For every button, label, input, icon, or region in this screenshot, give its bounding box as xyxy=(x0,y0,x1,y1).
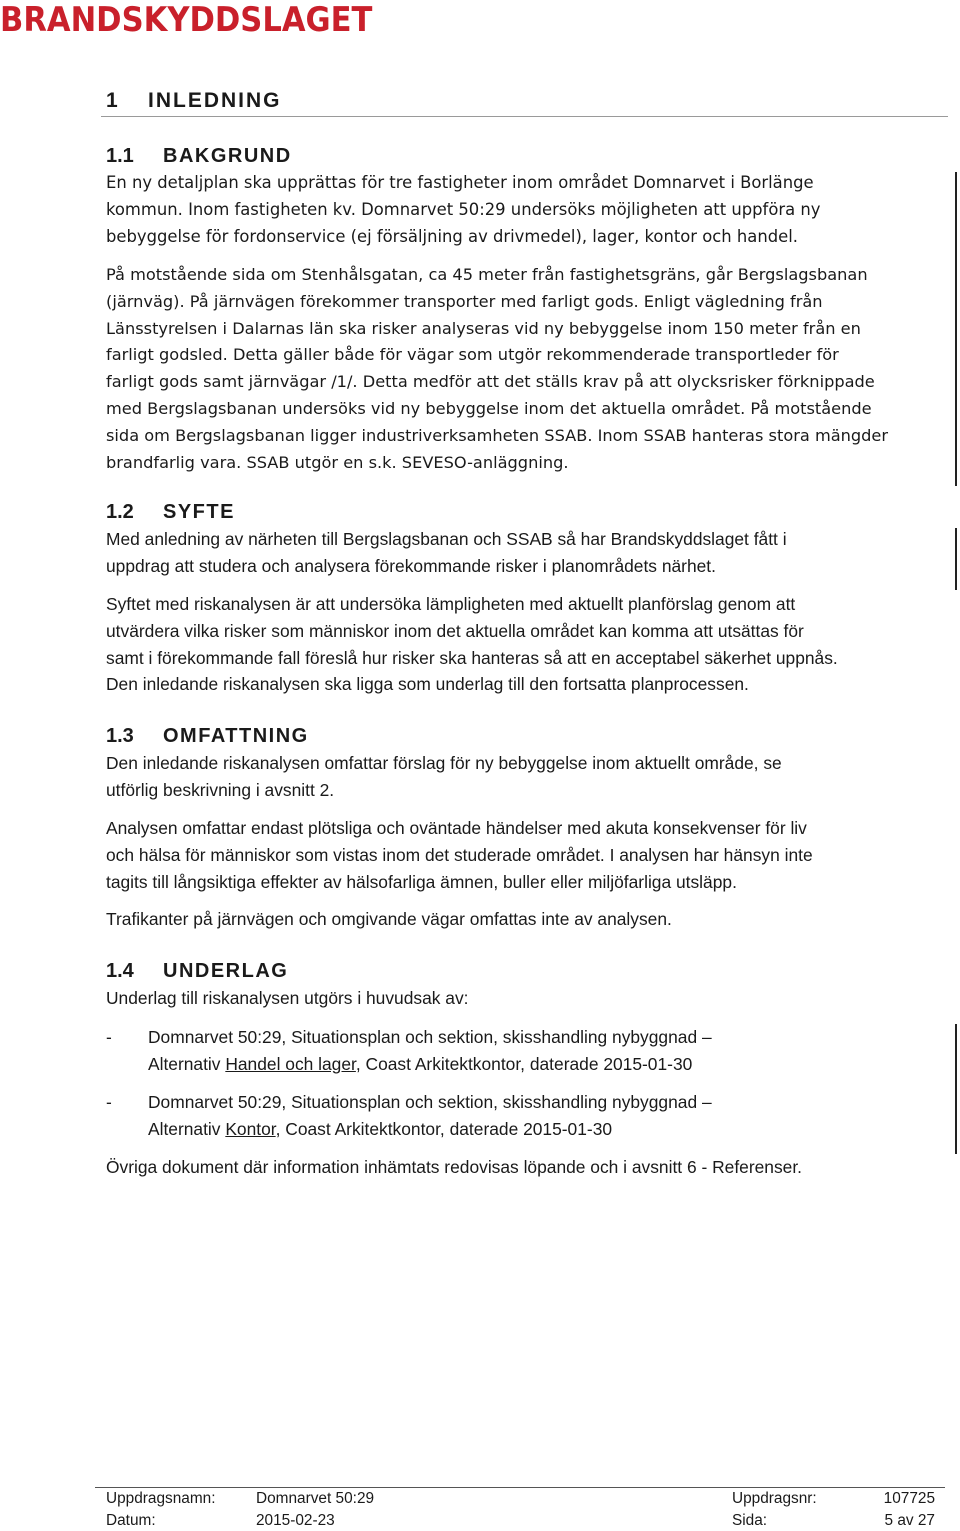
list-bullet: - xyxy=(106,1027,112,1047)
text-line: Den inledande riskanalysen ska ligga som underlag till den fortsatta planprocessen. xyxy=(106,674,749,695)
section-number: 1.4 xyxy=(106,960,134,982)
underlined-text: Kontor xyxy=(225,1118,276,1139)
paragraph-bakgrund-1 xyxy=(106,170,956,250)
text-line: Analysen omfattar endast plötsliga och oväntade händelser med akuta konsekvenser för liv xyxy=(106,818,807,838)
text-span: , Coast Arkitektkontor, daterade 2015-01-30 xyxy=(275,1118,613,1139)
footer-date-value: 2015-02-23 xyxy=(256,1512,335,1529)
text-line: med Bergslagsbanan undersöks vid ny bebyggelse inom det aktuella området. På motstående xyxy=(106,398,872,418)
footer-assignment-label: Uppdragsnamn: xyxy=(106,1490,216,1507)
text-line: Länsstyrelsen i Dalarnas län ska risker analyseras vid ny bebyggelse inom 150 meter från en xyxy=(106,318,861,338)
text-span: Alternativ xyxy=(148,1118,226,1139)
text-line: farligt gods samt järnvägar /1/. Detta medför att det ställs krav på att olycksrisker förknippade xyxy=(106,372,875,392)
revision-bar xyxy=(955,1024,957,1154)
section-number: 1.1 xyxy=(106,145,134,167)
text-span: , Coast Arkitektkontor, daterade 2015-01-30 xyxy=(355,1053,693,1074)
footer-assignment-value: Domnarvet 50:29 xyxy=(256,1490,375,1507)
text-line xyxy=(148,1116,712,1143)
text-line: (järnväg). På järnvägen förekommer transporter med farligt gods. Enligt vägledning från xyxy=(106,291,823,311)
paragraph-underlag-outro: Övriga dokument där information inhämtats redovisas löpande och i avsnitt 6 - Referenser. xyxy=(106,1157,802,1177)
section-number: 1.3 xyxy=(106,725,134,747)
footer-page-value: 5 av 27 xyxy=(884,1512,935,1529)
section-title: OMFATTNING xyxy=(163,725,309,747)
section-number: 1.2 xyxy=(106,501,134,523)
chapter-number: 1 xyxy=(106,89,120,112)
section-heading-syfte xyxy=(106,499,235,525)
paragraph-omfattning-3: Trafikanter på järnvägen och omgivande vägar omfattas inte av analysen. xyxy=(106,909,672,929)
paragraph-omfattning-1 xyxy=(106,750,956,804)
footer-divider xyxy=(95,1487,945,1488)
paragraph-bakgrund-2 xyxy=(106,262,956,476)
section-title: SYFTE xyxy=(163,501,235,523)
section-title: UNDERLAG xyxy=(163,960,289,982)
text-line: utförlig beskrivning i avsnitt 2. xyxy=(106,779,335,800)
text-line: kommun. Inom fastigheten kv. Domnarvet 50:29 undersöks möjligheten att uppföra ny xyxy=(106,199,821,219)
list-bullet: - xyxy=(106,1092,112,1112)
text-line: och hälsa för människor som vistas inom det studerade området. I analysen har hänsyn inte xyxy=(106,844,813,865)
paragraph-syfte-2 xyxy=(106,591,956,698)
text-line: Syftet med riskanalysen är att undersöka lämpligheten med aktuellt planförslag genom att xyxy=(106,594,796,614)
paragraph-syfte-1 xyxy=(106,526,956,580)
text-line: bebyggelse för fordonservice (ej försäljning av drivmedel), lager, kontor och handel. xyxy=(106,226,798,246)
paragraph-omfattning-2 xyxy=(106,815,956,895)
footer-date-label: Datum: xyxy=(106,1512,156,1529)
revision-bar xyxy=(955,172,957,486)
revision-bar xyxy=(955,528,957,590)
text-line: tagits till långsiktiga effekter av hälsofarliga ämnen, buller eller miljöfarliga utsläpp. xyxy=(106,871,737,892)
text-line: uppdrag att studera och analysera förekommande risker i planområdets närhet. xyxy=(106,555,716,576)
text-line: En ny detaljplan ska upprättas för tre fastigheter inom området Domnarvet i Borlänge xyxy=(106,173,814,192)
section-heading-underlag xyxy=(106,958,288,984)
list-item xyxy=(148,1089,712,1143)
footer-number-label: Uppdragsnr: xyxy=(732,1490,817,1507)
underlined-text: Handel och lager xyxy=(225,1053,356,1074)
section-heading-omfattning xyxy=(106,723,309,749)
text-line: På motstående sida om Stenhålsgatan, ca 45 meter från fastighetsgräns, går Bergslagsbanan xyxy=(106,265,868,284)
text-line: brandfarlig vara. SSAB utgör en s.k. SEVESO-anläggning. xyxy=(106,452,569,472)
chapter-title: INLEDNING xyxy=(148,89,282,112)
paragraph-underlag-intro: Underlag till riskanalysen utgörs i huvudsak av: xyxy=(106,988,469,1008)
text-line: Med anledning av närheten till Bergslagsbanan och SSAB så har Brandskyddslaget fått i xyxy=(106,529,787,549)
section-heading-bakgrund xyxy=(106,143,292,169)
text-line: Den inledande riskanalysen omfattar förslag för ny bebyggelse inom aktuellt område, se xyxy=(106,753,782,773)
text-span: Alternativ xyxy=(148,1053,226,1074)
section-title: BAKGRUND xyxy=(163,145,292,167)
text-line xyxy=(148,1051,712,1078)
text-line: sida om Bergslagsbanan ligger industriverksamheten SSAB. Inom SSAB hanteras stora mängder xyxy=(106,425,889,445)
chapter-divider xyxy=(101,116,948,117)
text-line: Domnarvet 50:29, Situationsplan och sektion, skisshandling nybyggnad – xyxy=(148,1092,712,1112)
text-line: farligt godsled. Detta gäller både för vägar som utgör rekommenderade transportleder för xyxy=(106,345,839,365)
brand-logo: BRANDSKYDDSLAGET xyxy=(0,0,373,40)
text-line: utvärdera vilka risker som människor inom det aktuella området kan komma att utsättas för xyxy=(106,620,804,641)
text-line: Domnarvet 50:29, Situationsplan och sektion, skisshandling nybyggnad – xyxy=(148,1027,712,1047)
footer-page-label: Sida: xyxy=(732,1512,768,1529)
list-item xyxy=(148,1024,712,1078)
footer-number-value: 107725 xyxy=(883,1490,935,1507)
text-line: samt i förekommande fall föreslå hur risker ska hanteras så att en acceptabel säkerhet uppnås. xyxy=(106,647,838,668)
chapter-heading xyxy=(106,88,282,114)
